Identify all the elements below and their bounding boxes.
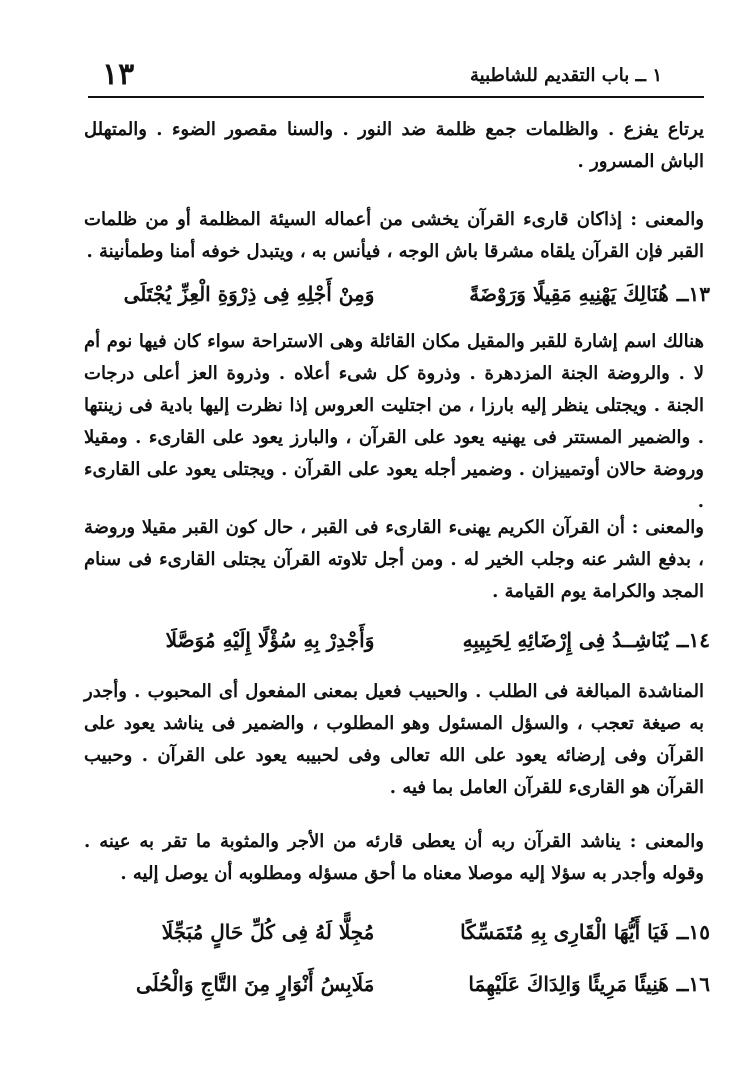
paragraph-meaning-2: والمعنى : أن القرآن الكريم يهنىء القارىء فى القبر ، حال كون القبر مقيلا وروضة ، بدفع الشر عنه وجلب الخير له . ومن أجل تلاوته القرآن يجتلى القارىء فى سنام المجد والكرامة يوم القيامة . <box>84 517 704 602</box>
verse-number: ١٤ــ <box>676 628 710 652</box>
verse-number: ١٣ــ <box>676 282 710 306</box>
verse-16 <box>110 972 710 996</box>
verse-number: ١٦ــ <box>676 972 710 996</box>
verse-second-hemistich: وَمِنْ أَجْلِهِ فِى ذِرْوَةِ الْعِزِّ يُجْتَلَى <box>123 282 375 306</box>
verse-first-hemistich: هَنِيئًا مَرِيئًا وَالِدَاكَ عَلَيْهِمَا <box>468 972 669 996</box>
verse-13 <box>110 282 710 306</box>
verse-second-hemistich: مُجِلًّا لَهُ فِى كُلِّ حَالٍ مُبَجِّلَا <box>161 920 375 944</box>
page-number: ١٣ <box>102 57 135 92</box>
paragraph-glossary-1: يرتاع يفزع . والظلمات جمع ظلمة ضد النور . والسنا مقصور الضوء . والمتهلل الباش المسرور . <box>84 119 704 172</box>
paragraph-glossary-2: هنالك اسم إشارة للقبر والمقيل مكان القائلة وهى الاستراحة سواء كان فيها نوم أم لا . والروضة الجنة المزدهرة . وذروة كل شىء أعلاه . وذروة العز أعلى درجات الجنة . ويجتلى ينظر إليه بارزا ، من اجتليت العروس إذا نظرت إليها بادية فى زينتها . والضمير المستتر فى يهنيه يعود على القرآن ، والبارز يعود على القارىء . ومقيلا وروضة حالان أوتمييزان . وضمير أجله يعود على القرآن . ويجتلى يعود على القارىء . <box>84 331 704 512</box>
verse-number: ١٥ــ <box>676 920 710 944</box>
verse-first-hemistich: فَيَا أَيُّهَا الْقَارِى بِهِ مُتَمَسِّكًا <box>460 920 669 944</box>
paragraph-meaning-1: والمعنى : إذاكان قارىء القرآن يخشى من أعماله السيئة المظلمة أو من ظلمات القبر فإن القرآن يلقاه مشرقا باش الوجه ، فيأنس به ، ويتبدل خوفه أمنا وطمأنينة . <box>84 209 704 262</box>
paragraph-glossary-3: المناشدة المبالغة فى الطلب . والحبيب فعيل بمعنى المفعول أى المحبوب . وأجدر به صيغة تعجب ، والسؤل المسئول وهو المطلوب ، والضمير فى يناشد يعود على القرآن وفى إرضائه يعود على الله تعالى وفى لحبيبه يعود على القرآن . وحبيب القرآن هو القارىء للقرآن العامل بما فيه . <box>84 681 704 798</box>
paragraph-meaning-3: والمعنى : يناشد القرآن ربه أن يعطى قارئه من الأجر والمثوبة ما تقر به عينه . وقوله وأجدر به سؤلا إليه موصلا معناه ما أحق مسؤله ومطلوبه أن يوصل إليه . <box>84 831 704 884</box>
verse-second-hemistich: وَأَجْدِرْ بِهِ سُؤْلًا إِلَيْهِ مُوَصَّلَا <box>165 628 375 652</box>
verse-second-hemistich: مَلَابِسُ أَنْوَارٍ مِنَ التَّاجِ وَالْحُلَى <box>136 972 375 996</box>
verse-first-hemistich: يُنَاشِــدُ فِى إِرْضَائِهِ لِحَبِيبِهِ <box>462 628 669 652</box>
page-header <box>88 56 704 98</box>
running-title: ١ ــ باب التقديم للشاطبية <box>469 65 662 86</box>
verse-15 <box>110 920 710 944</box>
verse-first-hemistich: هُنَالِكَ يَهْنِيهِ مَقِيلًا وَرَوْضَةً <box>469 282 669 306</box>
verse-14 <box>110 628 710 652</box>
